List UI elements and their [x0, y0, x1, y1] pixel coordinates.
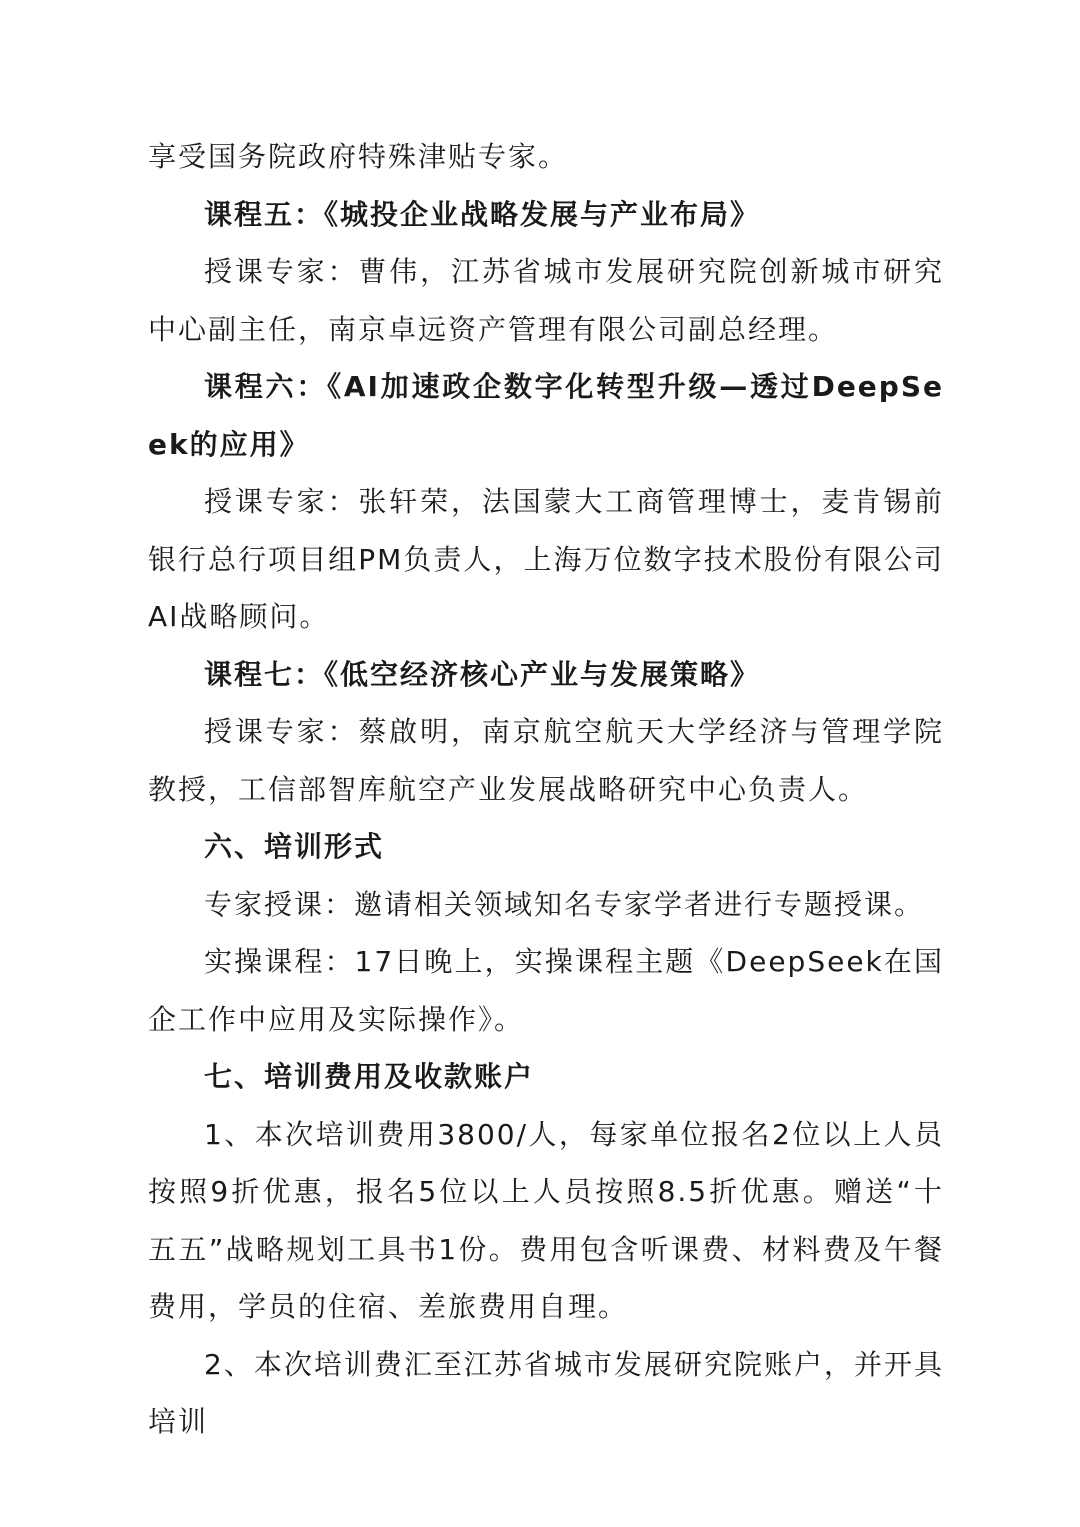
course-seven-instructor: 授课专家：蔡啟明，南京航空航天大学经济与管理学院教授，工信部智库航空产业发展战略研究中心负责人。 [148, 715, 944, 806]
course-six-instructor: 授课专家：张轩荣，法国蒙大工商管理博士，麦肯锡前银行总行项目组PM负责人，上海万位数字技术股份有限公司AI战略顾问。 [148, 485, 944, 633]
paragraph-intro-continuation: 享受国务院政府特殊津贴专家。 [148, 140, 569, 173]
section-seven-heading: 七、培训费用及收款账户 [204, 1060, 535, 1093]
fee-paragraph-2: 2、本次培训费汇至江苏省城市发展研究院账户，并开具培训 [148, 1347, 944, 1438]
course-five-instructor: 授课专家：曹伟，江苏省城市发展研究院创新城市研究中心副主任，南京卓远资产管理有限公司副总经理。 [148, 255, 944, 346]
fee-paragraph-1: 1、本次培训费用3800/人，每家单位报名2位以上人员按照9折优惠，报名5位以上人员按照8.5折优惠。赠送“十五五”战略规划工具书1份。费用包含听课费、材料费及午餐费用，学员的住宿、差旅费用自理。 [148, 1117, 944, 1323]
course-seven-heading: 课程七：《低空经济核心产业与发展策略》 [204, 657, 761, 691]
practical-course-paragraph: 实操课程：17日晚上，实操课程主题《DeepSeek在国企工作中应用及实际操作》。 [148, 945, 944, 1036]
course-five-heading: 课程五：《城投企业战略发展与产业布局》 [204, 197, 761, 231]
expert-lecture-paragraph: 专家授课：邀请相关领域知名专家学者进行专题授课。 [204, 887, 925, 921]
document-body [148, 128, 944, 1451]
section-six-heading: 六、培训形式 [204, 830, 385, 863]
course-six-heading: 课程六：《AI加速政企数字化转型升级—透过DeepSeek的应用》 [148, 370, 944, 461]
